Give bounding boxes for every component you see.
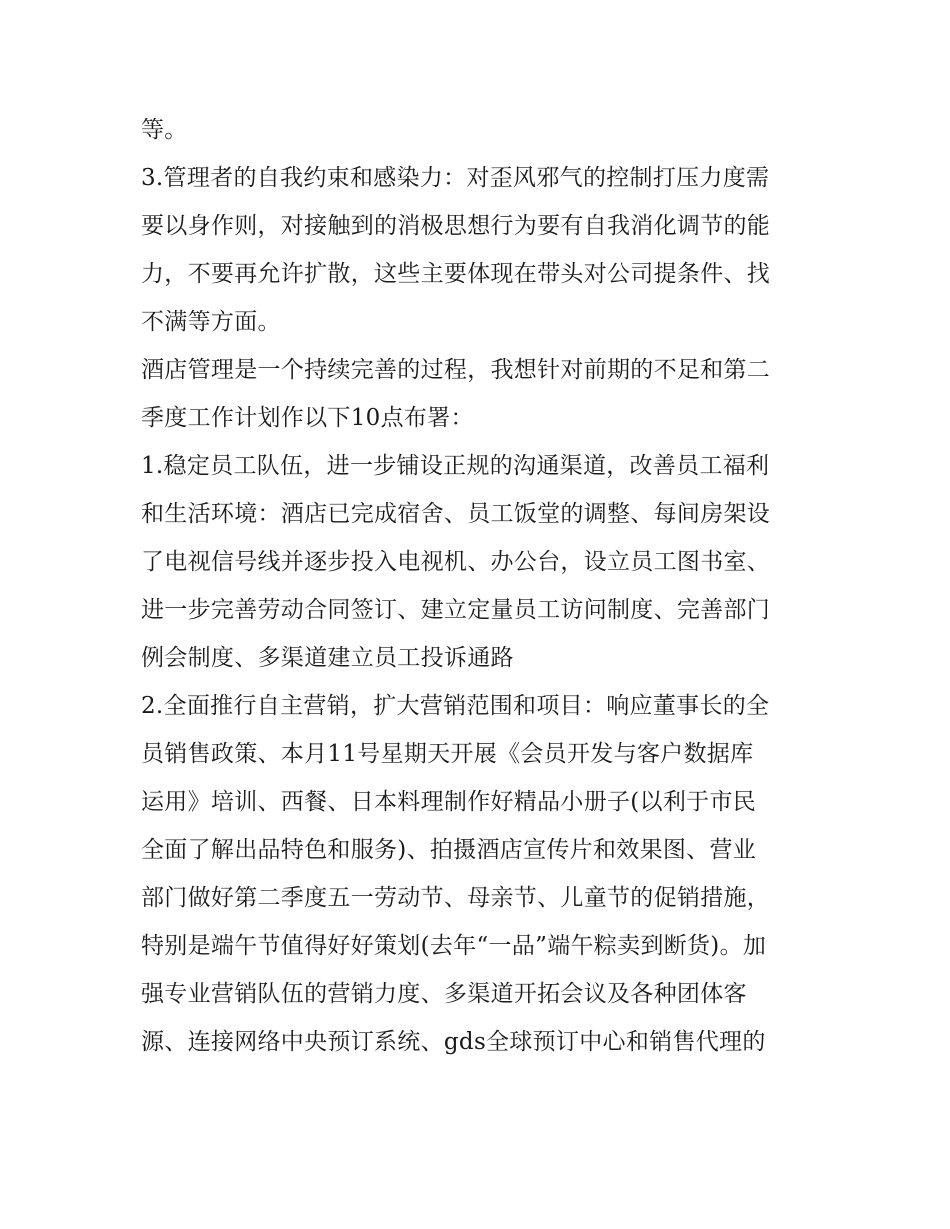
text-line: 例会制度、多渠道建立员工投诉通路 <box>141 645 514 671</box>
text-line: 等。 <box>141 117 188 143</box>
text-line: 全面了解出品特色和服务)、拍摄酒店宣传片和效果图、营业 <box>141 837 757 863</box>
text-line: 运用》培训、西餐、日本料理制作好精品小册子(以利于市民 <box>141 789 757 815</box>
text-line: 了电视信号线并逐步投入电视机、办公台，设立员工图书室、 <box>141 549 771 575</box>
text-line: 季度工作计划作以下10点布署： <box>141 405 474 431</box>
text-line: 力，不要再允许扩散，这些主要体现在带头对公司提条件、找 <box>141 261 771 287</box>
text-line: 2.全面推行自主营销，扩大营销范围和项目：响应董事长的全 <box>141 693 770 719</box>
text-line: 强专业营销队伍的营销力度、多渠道开拓会议及各种团体客 <box>141 981 747 1007</box>
text-line: 和生活环境：酒店已完成宿舍、员工饭堂的调整、每间房架设 <box>141 501 771 527</box>
text-line: 部门做好第二季度五一劳动节、母亲节、儿童节的促销措施， <box>141 885 771 911</box>
text-line: 员销售政策、本月11号星期天开展《会员开发与客户数据库 <box>141 741 754 767</box>
text-line: 不满等方面。 <box>141 309 281 335</box>
text-line: 特别是端午节值得好好策划(去年“一品”端午粽卖到断货)。加 <box>141 933 767 959</box>
text-line: 源、连接网络中央预订系统、gds全球预订中心和销售代理的 <box>141 1029 766 1055</box>
text-line: 进一步完善劳动合同签订、建立定量员工访问制度、完善部门 <box>141 597 771 623</box>
text-line: 1.稳定员工队伍，进一步铺设正规的沟通渠道，改善员工福利 <box>141 453 770 479</box>
text-line: 酒店管理是一个持续完善的过程，我想针对前期的不足和第二 <box>141 357 771 383</box>
document-body <box>141 106 821 1066</box>
text-line: 3.管理者的自我约束和感染力：对歪风邪气的控制打压力度需 <box>141 165 770 191</box>
text-line: 要以身作则，对接触到的消极思想行为要有自我消化调节的能 <box>141 213 771 239</box>
